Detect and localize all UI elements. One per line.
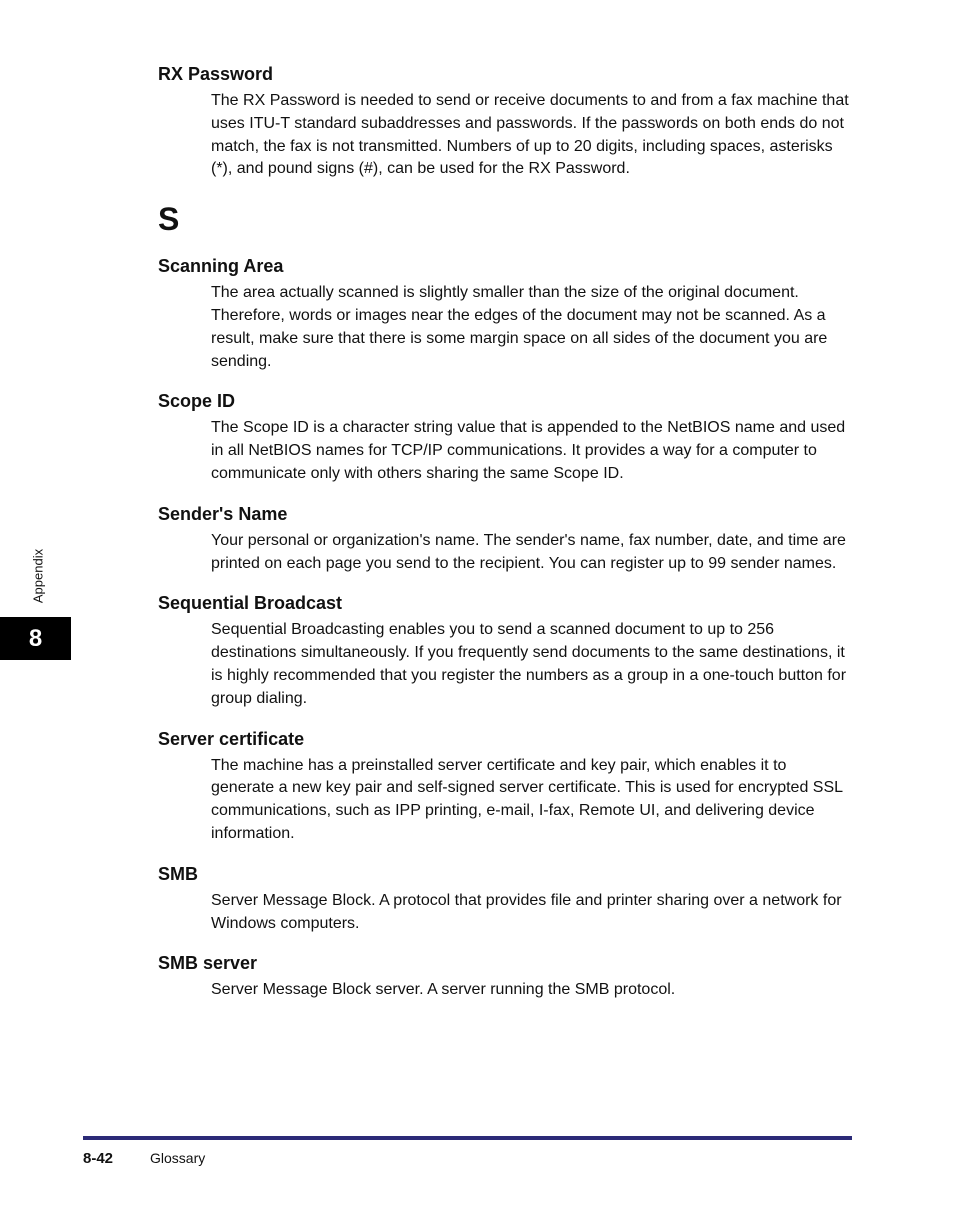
term-definition: The Scope ID is a character string value that is appended to the NetBIOS name and used in all NetBIOS names for TCP/IP communications. It provides a way for a computer to communicate only with others sharing the same Scope ID.: [211, 419, 846, 482]
term-heading: RX Password: [158, 64, 274, 84]
term-heading: SMB: [158, 863, 198, 884]
glossary-entry-server-certificate: [158, 728, 858, 846]
glossary-entry-senders-name: [158, 503, 858, 576]
term-heading: Server certificate: [158, 728, 305, 749]
glossary-entry-scope-id: [158, 390, 858, 485]
term-definition: Server Message Block. A protocol that provides file and printer sharing over a network for Windows computers.: [211, 891, 842, 932]
chapter-side-label: [26, 540, 50, 612]
term-definition: The area actually scanned is slightly smaller than the size of the original document. Therefore, words or images near the edges of the document may not be scanned. As a result, make sure that there is some margin space on all sides of the document you are sending.: [211, 284, 828, 370]
glossary-content: [158, 63, 858, 1002]
term-heading: Sender's Name: [158, 503, 288, 524]
section-letter: S: [158, 201, 180, 238]
glossary-entry-smb: [158, 863, 858, 936]
term-heading: Scope ID: [158, 391, 236, 412]
term-definition: Your personal or organization's name. The sender's name, fax number, date, and time are printed on each page you send to the recipient. You can register up to 99 sender names.: [211, 531, 846, 572]
chapter-number-tab: 8: [0, 617, 71, 660]
glossary-entry-scanning-area: [158, 255, 858, 373]
term-heading: SMB server: [158, 953, 258, 974]
term-definition: Server Message Block server. A server running the SMB protocol.: [211, 981, 676, 999]
footer-title: Glossary: [150, 1150, 206, 1166]
glossary-entry-rx-password: [158, 63, 858, 181]
glossary-entry-smb-server: [158, 952, 858, 1002]
term-definition: Sequential Broadcasting enables you to send a scanned document to up to 256 destinations simultaneously. If you frequently send documents to the same destinations, it is highly recommended that you register the numbers as a group in a one-touch button for group dialing.: [211, 621, 847, 707]
page-number: 8-42: [83, 1150, 114, 1167]
term-definition: The RX Password is needed to send or receive documents to and from a fax machine that uses ITU-T standard subaddresses and passwords. If the passwords on both ends do not match, the fax is not transmitted. Numbers of up to 20 digits, including spaces, asterisks (*), and pound signs (#), can be used for the RX Password.: [211, 92, 849, 178]
glossary-entry-sequential-broadcast: [158, 592, 858, 710]
term-heading: Sequential Broadcast: [158, 593, 343, 614]
chapter-side-label-text: Appendix: [30, 548, 46, 604]
footer-rule: [83, 1136, 852, 1140]
term-heading: Scanning Area: [158, 256, 284, 277]
term-definition: The machine has a preinstalled server certificate and key pair, which enables it to generate a new key pair and self-signed server certificate. This is used for encrypted SSL communications, such as IPP printing, e-mail, I-fax, Remote UI, and delivering device information.: [211, 756, 843, 842]
